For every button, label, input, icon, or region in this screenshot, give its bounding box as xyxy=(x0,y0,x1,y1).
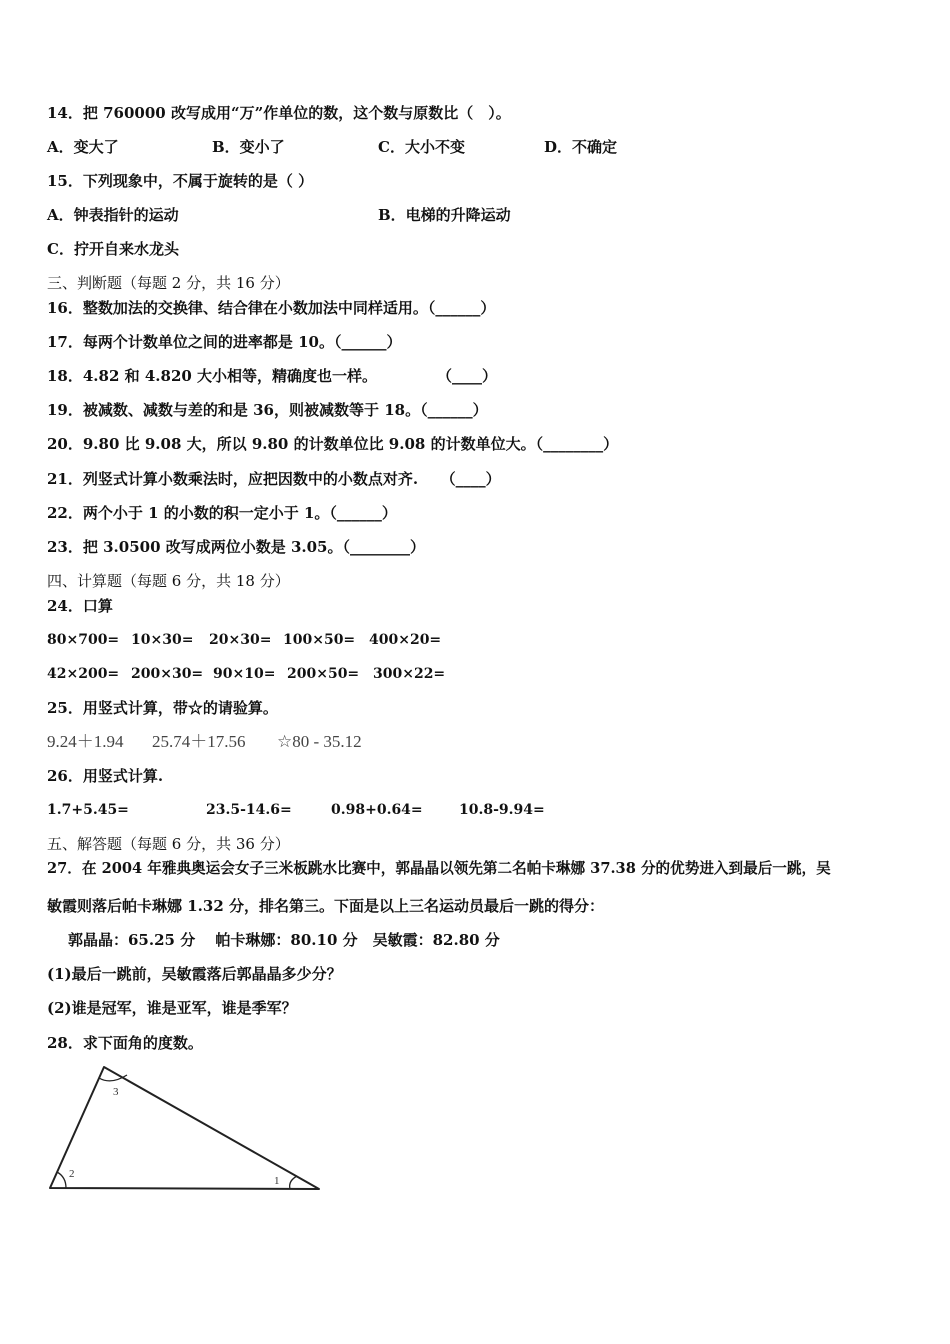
oral-calc-item: 400×20= xyxy=(369,632,442,648)
section-5-title: 五、解答题（每题 6 分，共 36 分） xyxy=(47,835,290,853)
q15-option-b[interactable]: B．电梯的升降运动 xyxy=(378,206,511,224)
vertical-calc-item: 9.24＋1.94 xyxy=(47,732,124,751)
oral-calc-item: 42×200= xyxy=(47,666,120,682)
oral-calc-item: 200×30= xyxy=(131,666,204,682)
angle-label-2: 2 xyxy=(69,1168,75,1180)
q27-scores: 郭晶晶：65.25 分 帕卡琳娜：80.10 分 吴敏霞：82.80 分 xyxy=(68,931,500,949)
q15-option-a[interactable]: A．钟表指针的运动 xyxy=(47,206,179,224)
vertical-calc-item: 25.74＋17.56 xyxy=(152,732,246,751)
judge-item-18: 18．4.82 和 4.820 大小相等，精确度也一样。 （____） xyxy=(47,367,498,385)
q14-option-d[interactable]: D．不确定 xyxy=(544,138,618,156)
vertical-calc-item-starred: ☆80 - 35.12 xyxy=(277,732,362,751)
q14-option-b[interactable]: B．变小了 xyxy=(212,138,285,156)
vertical-calc-item: 0.98+0.64= xyxy=(331,802,423,818)
q27-sub-question-1: (1)最后一跳前，吴敏霞落后郭晶晶多少分？ xyxy=(47,965,342,983)
q15-stem: 15．下列现象中，不属于旋转的是（ ） xyxy=(47,172,314,190)
q26-stem: 26．用竖式计算. xyxy=(47,767,164,785)
q15-option-c[interactable]: C．拧开自来水龙头 xyxy=(47,240,179,258)
q27-text-line-1: 27．在 2004 年雅典奥运会女子三米板跳水比赛中，郭晶晶以领先第二名帕卡琳娜 37.38 分的优势进入到最后一跳，吴 xyxy=(47,860,831,877)
triangle xyxy=(50,1067,319,1189)
section-4-title: 四、计算题（每题 6 分，共 18 分） xyxy=(47,572,290,590)
q24-stem: 24．口算 xyxy=(47,597,113,615)
angle-label-3: 3 xyxy=(113,1086,119,1098)
judge-item-17: 17．每两个计数单位之间的进率都是 10。（______） xyxy=(47,333,402,351)
q28-stem: 28．求下面角的度数。 xyxy=(47,1034,203,1052)
judge-item-21: 21．列竖式计算小数乘法时，应把因数中的小数点对齐. （____） xyxy=(47,470,501,488)
q14-option-a[interactable]: A．变大了 xyxy=(47,138,119,156)
angle-label-1: 1 xyxy=(274,1175,280,1187)
oral-calc-item: 100×50= xyxy=(283,632,356,648)
judge-item-16: 16．整数加法的交换律、结合律在小数加法中同样适用。（______） xyxy=(47,299,496,317)
triangle-figure xyxy=(40,1060,340,1200)
judge-item-19: 19．被减数、减数与差的和是 36，则被减数等于 18。（______） xyxy=(47,401,488,419)
q14-option-c[interactable]: C．大小不变 xyxy=(378,138,465,156)
judge-item-22: 22．两个小于 1 的小数的积一定小于 1。（______） xyxy=(47,504,397,522)
q27-sub-question-2: (2)谁是冠军，谁是亚军，谁是季军？ xyxy=(47,999,297,1017)
q14-stem: 14．把 760000 改写成用“万”作单位的数，这个数与原数比（ ）。 xyxy=(47,104,511,122)
vertical-calc-item: 1.7+5.45= xyxy=(47,802,129,818)
oral-calc-item: 10×30= xyxy=(131,632,194,648)
judge-item-23: 23．把 3.0500 改写成两位小数是 3.05。（________） xyxy=(47,538,425,556)
section-3-title: 三、判断题（每题 2 分，共 16 分） xyxy=(47,274,290,292)
q27-text-line-2: 敏霞则落后帕卡琳娜 1.32 分，排名第三。下面是以上三名运动员最后一跳的得分： xyxy=(47,897,604,915)
angle-2-arc xyxy=(57,1172,66,1188)
oral-calc-item: 200×50= xyxy=(287,666,360,682)
oral-calc-item: 80×700= xyxy=(47,632,120,648)
angle-3-arc xyxy=(99,1075,127,1081)
oral-calc-item: 20×30= xyxy=(209,632,272,648)
oral-calc-item: 90×10= xyxy=(213,666,276,682)
judge-item-20: 20．9.80 比 9.08 大，所以 9.80 的计数单位比 9.08 的计数单位大。（________） xyxy=(47,435,619,453)
vertical-calc-item: 10.8-9.94= xyxy=(459,802,545,818)
vertical-calc-item: 23.5-14.6= xyxy=(206,802,292,818)
q25-stem: 25．用竖式计算，带☆的请验算。 xyxy=(47,699,278,717)
oral-calc-item: 300×22= xyxy=(373,666,446,682)
angle-1-arc xyxy=(290,1176,297,1189)
